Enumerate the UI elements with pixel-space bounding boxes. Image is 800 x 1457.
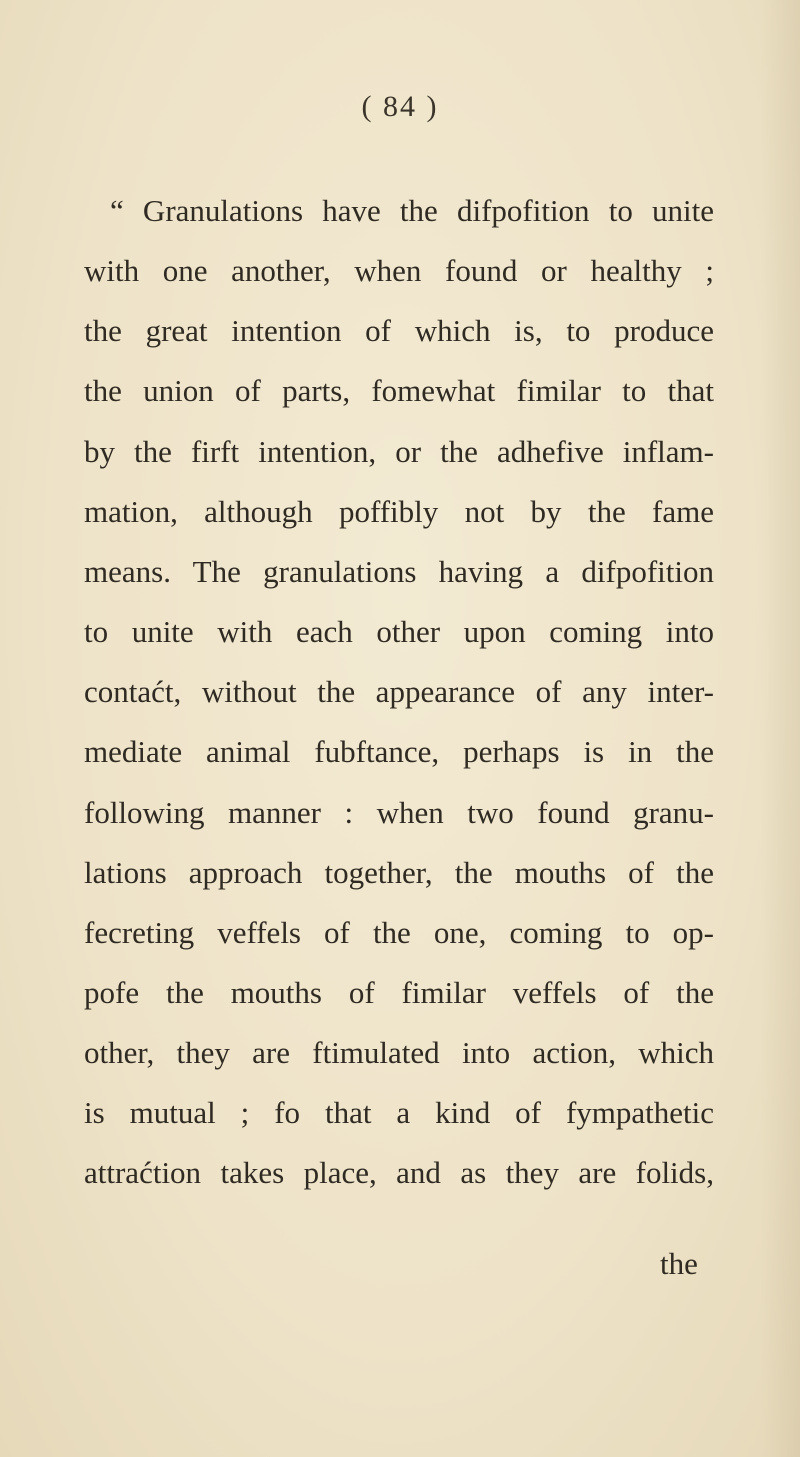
text-line: lations approach together, the mouths of the (84, 855, 714, 890)
text-line: other, they are ftimulated into action, which (84, 1035, 714, 1070)
text-line: the union of parts, fomewhat fimilar to that (84, 373, 714, 408)
text-line: fecreting veffels of the one, coming to op- (84, 915, 714, 950)
page-number: ( 84 ) (361, 90, 439, 123)
text-line: “ Granulations have the difpofition to unite (110, 193, 714, 228)
text-line: contaćt, without the appearance of any inter- (84, 674, 714, 709)
text-line: the great intention of which is, to produce (84, 313, 714, 348)
page-edge-shadow (760, 0, 800, 1457)
text-line: is mutual ; fo that a kind of fympathetic (84, 1095, 714, 1130)
text-line: mation, although poffibly not by the fame (84, 494, 714, 529)
text-line: following manner : when two found granu- (84, 795, 714, 830)
text-line: mediate animal fubftance, perhaps is in the (84, 734, 714, 769)
text-line: to unite with each other upon coming into (84, 614, 714, 649)
catchword: the (660, 1246, 698, 1281)
text-line: pofe the mouths of fimilar veffels of the (84, 975, 714, 1010)
text-line: with one another, when found or healthy ; (84, 253, 714, 288)
text-line: means. The granulations having a difpofition (84, 554, 714, 589)
text-line: by the firft intention, or the adhefive inflam- (84, 434, 714, 469)
text-line: attraćtion takes place, and as they are folids, (84, 1155, 714, 1190)
